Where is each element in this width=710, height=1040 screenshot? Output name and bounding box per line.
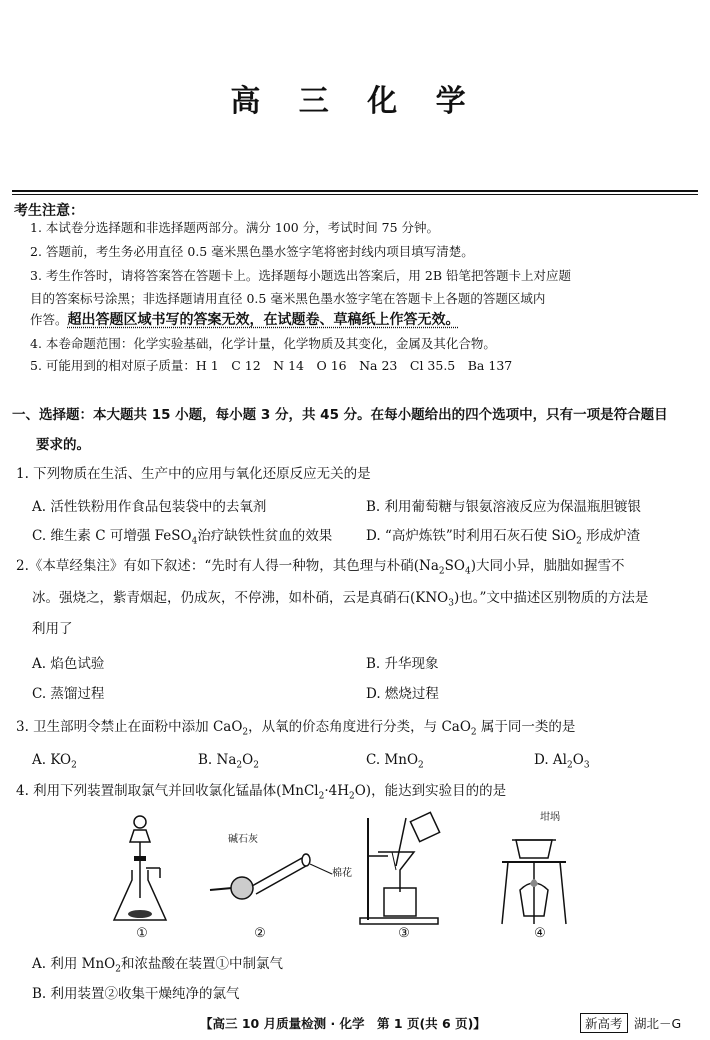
fig2-label-cotton: 棉花: [332, 868, 352, 879]
q3-b-mid: O: [242, 752, 254, 768]
q3-d-sub2: 3: [583, 760, 590, 771]
q3-c-sub: 2: [418, 760, 424, 771]
apparatus-1-flask-figure: [110, 808, 180, 928]
q3-d-pre: D. Al: [534, 752, 567, 768]
q2-l1-mid: SO: [444, 558, 465, 574]
q2-l2-pre: 冰。强烧之，紫青烟起，仍成灰，不停沸，如朴硝，云是真硝石(KNO: [32, 590, 449, 606]
section-heading: [12, 400, 702, 460]
q2-option-c: C. 蒸馏过程: [32, 686, 105, 702]
q1-option-d: [366, 526, 640, 552]
question-2-line1: [16, 551, 706, 587]
notice-item-3-line2: 目的答案标号涂黑；非选择题请用直径 0.5 毫米黑色墨水签字笔在答题卡上各题的答题区域内: [30, 291, 546, 306]
notice-item-5: 5. 可能用到的相对原子质量：H 1 C 12 N 14 O 16 Na 23 Cl 35.5 Ba 137: [30, 358, 513, 373]
q1-d-post: 形成炉渣: [581, 528, 641, 544]
q3-mid: ，从氧的价态角度进行分类，与 CaO: [248, 719, 471, 735]
q1-c-pre: C. 维生素 C 可增强 FeSO: [32, 528, 192, 544]
q2-option-d: D. 燃烧过程: [366, 686, 439, 702]
exam-type-tag: 新高考: [580, 1013, 628, 1033]
notice-item-3: 3. 考生作答时，请将答案答在答题卡上。选择题每小题选出答案后，用 2B 铅笔把答题卡上对应题: [30, 268, 571, 283]
q2-l1-sub2: 4: [464, 566, 471, 577]
notice-heading: 考生注意：: [14, 203, 84, 219]
notice-item-1: 1. 本试卷分选择题和非选择题两部分。满分 100 分，考试时间 75 分钟。: [30, 220, 440, 235]
q2-option-a: A. 焰色试验: [32, 656, 105, 672]
notice-item-4: 4. 本卷命题范围：化学实验基础，化学计量，化学物质及其变化，金属及其化合物。: [30, 336, 496, 351]
q1-c-post: 治疗缺铁性贫血的效果: [197, 528, 333, 544]
q1-d-pre: D. “高炉炼铁”时利用石灰石使 SiO: [366, 528, 577, 544]
q4-option-b: B. 利用装置②收集干燥纯净的氯气: [32, 986, 240, 1002]
apparatus-3-filtration-figure: [358, 808, 448, 928]
section-heading-line1: 一、选择题：本大题共 15 小题，每小题 3 分，共 45 分。在每小题给出的四个选项中，只有一项是符合题目: [12, 407, 668, 423]
q3-option-a: [32, 750, 77, 776]
q3-a-pre: A. KO: [32, 752, 72, 768]
q3-d-mid: O: [572, 752, 584, 768]
q2-l2-sub: 3: [448, 598, 454, 609]
apparatus-figures: [110, 808, 600, 948]
q4-a-pre: A. 利用 MnO: [32, 956, 116, 972]
question-2-line3: 利用了: [32, 621, 73, 637]
q4-a-sub: 2: [115, 964, 121, 975]
section-heading-line2: 要求的。: [36, 437, 90, 453]
q3-d-sub: 2: [567, 760, 573, 771]
question-1-stem: 1. 下列物质在生活、生产中的应用与氧化还原反应无关的是: [16, 466, 371, 482]
figure-label-2: ②: [254, 926, 266, 941]
q2-l1-post: )大同小异，朏朏如握雪不: [470, 558, 625, 574]
q3-sub2: 2: [470, 727, 477, 738]
notice-item-2: 2. 答题前，考生务必用直径 0.5 毫米黑色墨水签字笔将密封线内项目填写清楚。: [30, 244, 474, 259]
q1-c-sub: 4: [191, 536, 198, 547]
q3-b-sub: 2: [236, 760, 243, 771]
q4-post: ·4H: [324, 783, 349, 799]
page-footer: 【高三 10 月质量检测 · 化学 第 1 页(共 6 页)】: [200, 1016, 486, 1031]
q2-l1-pre: 2.《本草经集注》有如下叙述：“先时有人得一种物，其色理与朴硝(Na: [16, 558, 439, 574]
q3-option-d: [534, 750, 590, 776]
notice-item-3-line3: [30, 310, 700, 330]
q1-option-c: [32, 526, 332, 552]
q3-post: 属于同一类的是: [476, 719, 576, 735]
q2-option-b: B. 升华现象: [366, 656, 439, 672]
fig2-label-soda-lime: 碱石灰: [228, 834, 258, 845]
question-3-stem: [16, 712, 706, 748]
q1-d-sub: 2: [576, 536, 582, 547]
q3-option-b: [198, 750, 259, 776]
q4-option-a: [32, 954, 283, 980]
q2-l2-post: )也。”文中描述区别物质的方法是: [453, 590, 649, 606]
fig4-label-crucible: 坩埚: [540, 812, 560, 823]
divider-thick: [12, 190, 698, 192]
q2-l1-sub1: 2: [438, 566, 445, 577]
q3-c-pre: C. MnO: [366, 752, 419, 768]
question-4-stem: [16, 776, 706, 812]
q3-b-pre: B. Na: [198, 752, 237, 768]
notice-item-3-prefix: 作答。: [30, 312, 68, 327]
q4-sub: 2: [318, 791, 325, 802]
q3-a-sub: 2: [71, 760, 77, 771]
region-code: 湖北－G: [634, 1016, 682, 1031]
apparatus-2-drying-tube-figure: [202, 828, 342, 918]
q4-a-post: 和浓盐酸在装置①中制氯气: [120, 956, 283, 972]
q4-pre: 4. 利用下列装置制取氯气并回收氯化锰晶体(MnCl: [16, 783, 319, 799]
q4-sub2: 2: [349, 791, 355, 802]
q3-pre: 3. 卫生部明令禁止在面粉中添加 CaO: [16, 719, 243, 735]
q3-b-sub2: 2: [253, 760, 259, 771]
figure-label-3: ③: [398, 926, 410, 941]
apparatus-4-crucible-figure: [494, 820, 574, 928]
figure-label-1: ①: [136, 926, 148, 941]
figure-label-4: ④: [534, 926, 546, 941]
q4-end: O)，能达到实验目的的是: [354, 783, 507, 799]
page-title: 高 三 化 学: [230, 84, 480, 119]
q1-option-b: B. 利用葡萄糖与银氨溶液反应为保温瓶胆镀银: [366, 499, 642, 515]
q1-option-a: A. 活性铁粉用作食品包装袋中的去氧剂: [32, 499, 267, 515]
notice-item-3-emphasis: 超出答题区域书写的答案无效，在试题卷、草稿纸上作答无效。: [67, 312, 460, 328]
divider-thin: [12, 194, 698, 195]
q3-option-c: [366, 750, 424, 776]
q3-sub: 2: [242, 727, 249, 738]
